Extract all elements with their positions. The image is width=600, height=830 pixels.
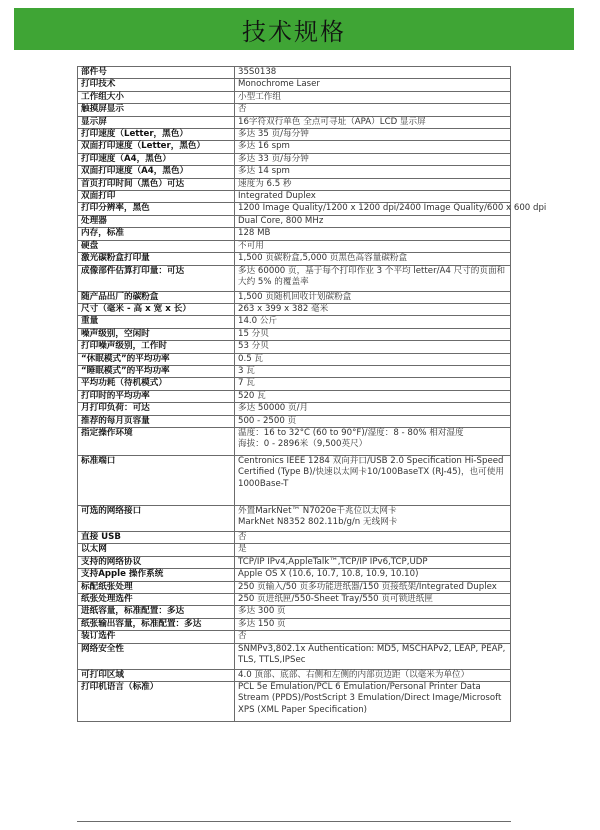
spec-label: 平均功耗（待机模式） — [78, 378, 235, 390]
spec-label: 装订选件 — [78, 631, 235, 643]
spec-label: 打印速度（A4，黑色） — [78, 153, 235, 165]
spec-value: SNMPv3,802.1x Authentication: MD5, MSCHAPv2, LEAP, PEAP, TLS, TTLS,IPSec — [235, 643, 511, 669]
spec-label: 内存，标准 — [78, 228, 235, 240]
table-row — [78, 353, 511, 365]
table-row — [78, 544, 511, 556]
spec-label: 直接 USB — [78, 531, 235, 543]
spec-label: 可打印区域 — [78, 669, 235, 681]
table-row — [78, 403, 511, 415]
spec-label: 打印噪声级别，工作时 — [78, 341, 235, 353]
spec-label: 尺寸（毫米 - 高 x 宽 x 长） — [78, 303, 235, 315]
spec-label: 噪声级别，空闲时 — [78, 328, 235, 340]
spec-value: Dual Core, 800 MHz — [235, 215, 511, 227]
table-row — [78, 153, 511, 165]
spec-value: 多达 300 页 — [235, 606, 511, 618]
spec-label: 纸张处理选件 — [78, 594, 235, 606]
table-row — [78, 328, 511, 340]
spec-label: 激光碳粉盒打印量 — [78, 253, 235, 265]
spec-label: 打印时的平均功率 — [78, 390, 235, 402]
table-row — [78, 505, 511, 531]
spec-value: 250 页输入/50 页多功能进纸器/150 页接纸架/Integrated Duplex — [235, 581, 511, 593]
spec-value: 否 — [235, 631, 511, 643]
table-row — [78, 141, 511, 153]
table-row — [78, 215, 511, 227]
spec-value: 1,500 页碳粉盒,5,000 页黑色高容量碳粉盒 — [235, 253, 511, 265]
spec-value: 速度为 6.5 秒 — [235, 178, 511, 190]
page-title-banner — [14, 8, 574, 50]
spec-label: 打印技术 — [78, 79, 235, 91]
spec-value: 多达 35 页/每分钟 — [235, 129, 511, 141]
table-row — [78, 291, 511, 303]
spec-value: 多达 33 页/每分钟 — [235, 153, 511, 165]
table-row — [78, 365, 511, 377]
table-row — [78, 203, 511, 215]
spec-label: 双面打印速度（A4，黑色） — [78, 166, 235, 178]
table-row — [78, 631, 511, 643]
spec-label: 打印机语言（标准） — [78, 682, 235, 722]
spec-label: 工作组大小 — [78, 91, 235, 103]
spec-value: 128 MB — [235, 228, 511, 240]
table-row — [78, 191, 511, 203]
spec-label: 进纸容量，标准配置：多达 — [78, 606, 235, 618]
spec-label: 显示屏 — [78, 116, 235, 128]
spec-value: 是 — [235, 544, 511, 556]
page-title: 技术规格 — [242, 17, 346, 46]
spec-label: 双面打印 — [78, 191, 235, 203]
table-row — [78, 116, 511, 128]
spec-value: 否 — [235, 531, 511, 543]
spec-value: 16字符双行单色 全点可寻址（APA）LCD 显示屏 — [235, 116, 511, 128]
spec-value: 0.5 瓦 — [235, 353, 511, 365]
table-row — [78, 129, 511, 141]
spec-label: 支持的网络协议 — [78, 556, 235, 568]
spec-label: 可选的网络接口 — [78, 505, 235, 531]
table-continuation — [77, 821, 511, 830]
table-row — [78, 455, 511, 505]
spec-value: 多达 50000 页/月 — [235, 403, 511, 415]
table-row — [78, 531, 511, 543]
spec-value: 3 瓦 — [235, 365, 511, 377]
spec-value: 否 — [235, 104, 511, 116]
spec-value: Apple OS X (10.6, 10.7, 10.8, 10.9, 10.10) — [235, 569, 511, 581]
spec-label: 指定操作环境 — [78, 427, 235, 455]
table-row — [78, 643, 511, 669]
spec-value: 263 x 399 x 382 毫米 — [235, 303, 511, 315]
table-row — [78, 341, 511, 353]
spec-label: 重量 — [78, 316, 235, 328]
table-row — [78, 569, 511, 581]
table-row — [78, 240, 511, 252]
spec-value: 53 分贝 — [235, 341, 511, 353]
spec-label: 纸张输出容量，标准配置：多达 — [78, 618, 235, 630]
table-row — [78, 253, 511, 265]
spec-label: “休眠模式”的平均功率 — [78, 353, 235, 365]
spec-value: 多达 150 页 — [235, 618, 511, 630]
table-row — [78, 669, 511, 681]
spec-label: 随产品出厂的碳粉盒 — [78, 291, 235, 303]
table-row — [78, 618, 511, 630]
spec-value: TCP/IP IPv4,AppleTalk™,TCP/IP IPv6,TCP,UDP — [235, 556, 511, 568]
table-row — [78, 427, 511, 455]
spec-value: 250 页进纸匣/550-Sheet Tray/550 页可锁进纸匣 — [235, 594, 511, 606]
spec-label: 打印速度（Letter，黑色） — [78, 129, 235, 141]
spec-value: 小型工作组 — [235, 91, 511, 103]
table-row — [78, 415, 511, 427]
spec-label: 成像部件估算打印量：可达 — [78, 265, 235, 291]
table-row — [78, 581, 511, 593]
spec-label: 月打印负荷：可达 — [78, 403, 235, 415]
table-row — [78, 91, 511, 103]
spec-value: 外置MarkNet™ N7020e千兆位以太网卡 MarkNet N8352 802.11b/g/n 无线网卡 — [235, 505, 511, 531]
spec-value: 1,500 页随机回收计划碳粉盒 — [235, 291, 511, 303]
spec-value: 多达 16 spm — [235, 141, 511, 153]
spec-label: 处理器 — [78, 215, 235, 227]
spec-label: 触摸屏显示 — [78, 104, 235, 116]
table-row — [78, 390, 511, 402]
spec-value: 不可用 — [235, 240, 511, 252]
spec-label: 首页打印时间（黑色）可达 — [78, 178, 235, 190]
spec-value: Monochrome Laser — [235, 79, 511, 91]
spec-label: “睡眠模式”的平均功率 — [78, 365, 235, 377]
table-row — [78, 67, 511, 79]
table-row — [78, 104, 511, 116]
table-row — [78, 594, 511, 606]
spec-label: 打印分辨率，黑色 — [78, 203, 235, 215]
spec-label: 支持Apple 操作系统 — [78, 569, 235, 581]
table-row — [78, 378, 511, 390]
spec-value: 4.0 顶部、底部、右侧和左侧的内部页边距（以毫米为单位） — [235, 669, 511, 681]
spec-value: 温度：16 to 32°C (60 to 90°F)/湿度：8 - 80% 相对湿度 海拔：0 - 2896米（9,500英尺） — [235, 427, 511, 455]
spec-value: 35S0138 — [235, 67, 511, 79]
spec-label: 推荐的每月页容量 — [78, 415, 235, 427]
spec-value: 多达 60000 页，基于每个打印作业 3 个平均 letter/A4 尺寸的页面和大约 5% 的覆盖率 — [235, 265, 511, 291]
table-row — [78, 303, 511, 315]
table-row — [78, 79, 511, 91]
spec-value: Integrated Duplex — [235, 191, 511, 203]
spec-label: 双面打印速度（Letter，黑色） — [78, 141, 235, 153]
spec-label: 标配纸张处理 — [78, 581, 235, 593]
spec-value: 1200 Image Quality/1200 x 1200 dpi/2400 Image Quality/600 x 600 dpi — [235, 203, 511, 215]
spec-label: 硬盘 — [78, 240, 235, 252]
spec-table — [77, 66, 547, 722]
table-row — [78, 228, 511, 240]
spec-value: 520 瓦 — [235, 390, 511, 402]
spec-value: 7 瓦 — [235, 378, 511, 390]
spec-label: 以太网 — [78, 544, 235, 556]
table-row — [78, 166, 511, 178]
table-row — [78, 316, 511, 328]
spec-value: 14.0 公斤 — [235, 316, 511, 328]
table-row — [78, 178, 511, 190]
spec-value: Centronics IEEE 1284 双向并口/USB 2.0 Specification Hi-Speed Certified (Type B)/快速以太网卡10/100BaseTX (RJ-45)，也可使用1000Base-T — [235, 455, 511, 505]
spec-value: 多达 14 spm — [235, 166, 511, 178]
table-row — [78, 682, 511, 722]
spec-value: 500 - 2500 页 — [235, 415, 511, 427]
spec-label: 网络安全性 — [78, 643, 235, 669]
table-row — [78, 265, 511, 291]
spec-value: PCL 5e Emulation/PCL 6 Emulation/Personal Printer Data Stream (PPDS)/PostScript 3 Emulation/Direct Image/Microsoft XPS (XML Paper Specification) — [235, 682, 511, 722]
spec-label: 部件号 — [78, 67, 235, 79]
table-row — [78, 556, 511, 568]
table-row — [78, 606, 511, 618]
spec-label: 标准端口 — [78, 455, 235, 505]
spec-value: 15 分贝 — [235, 328, 511, 340]
